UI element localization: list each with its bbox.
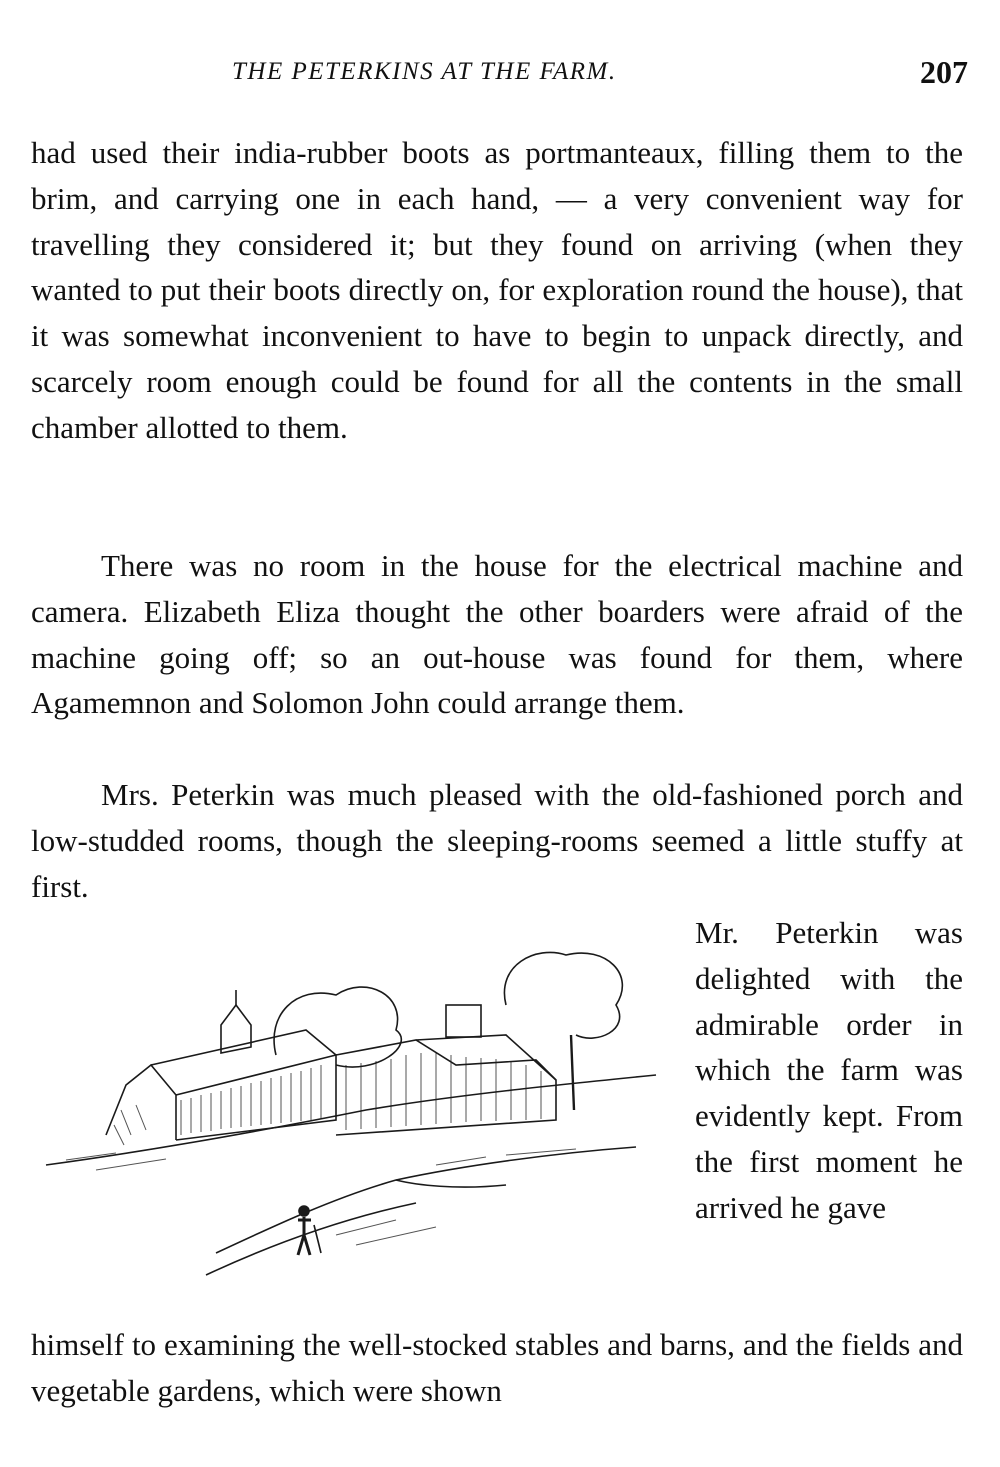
paragraph-boots: had used their india-rubber boots as portmanteaux, filling them to the brim, and carrying one in each hand, — a very convenient way for travelling they considered it; but they found on arriving (when they wanted to put their boots directly on, for exploration round the house), that it was somewhat inconvenient to have to begin to unpack directly, and scarcely room enough could be found for all the contents in the small chamber allotted to them.	[31, 135, 963, 445]
running-header	[0, 54, 1000, 98]
paragraph-outhouse: There was no room in the house for the electrical machine and camera. Elizabeth Eliza thought the other boarders were afraid of the machine going off; so an out-house was found for them, where Agamemnon and Solomon John could arrange them.	[31, 548, 963, 721]
page-number: 207	[920, 54, 968, 90]
running-title: THE PETERKINS AT THE FARM.	[232, 58, 617, 85]
paragraph-mrs-peterkin: Mrs. Peterkin was much pleased with the old-fashioned porch and low-studded rooms, though the sleeping-rooms seemed a little stuffy at first.	[31, 777, 963, 904]
paragraph-mr-peterkin-continued: himself to examining the well-stocked stables and barns, and the fields and vegetable gardens, which were shown	[31, 1327, 963, 1408]
paragraph-mr-peterkin-side: Mr. Peterkin was delighted with the admirable order in which the farm was evidently kept. From the first moment he arrived he gave	[695, 915, 963, 1225]
farmhouse-engraving-icon	[36, 935, 666, 1290]
farm-illustration	[36, 935, 666, 1290]
